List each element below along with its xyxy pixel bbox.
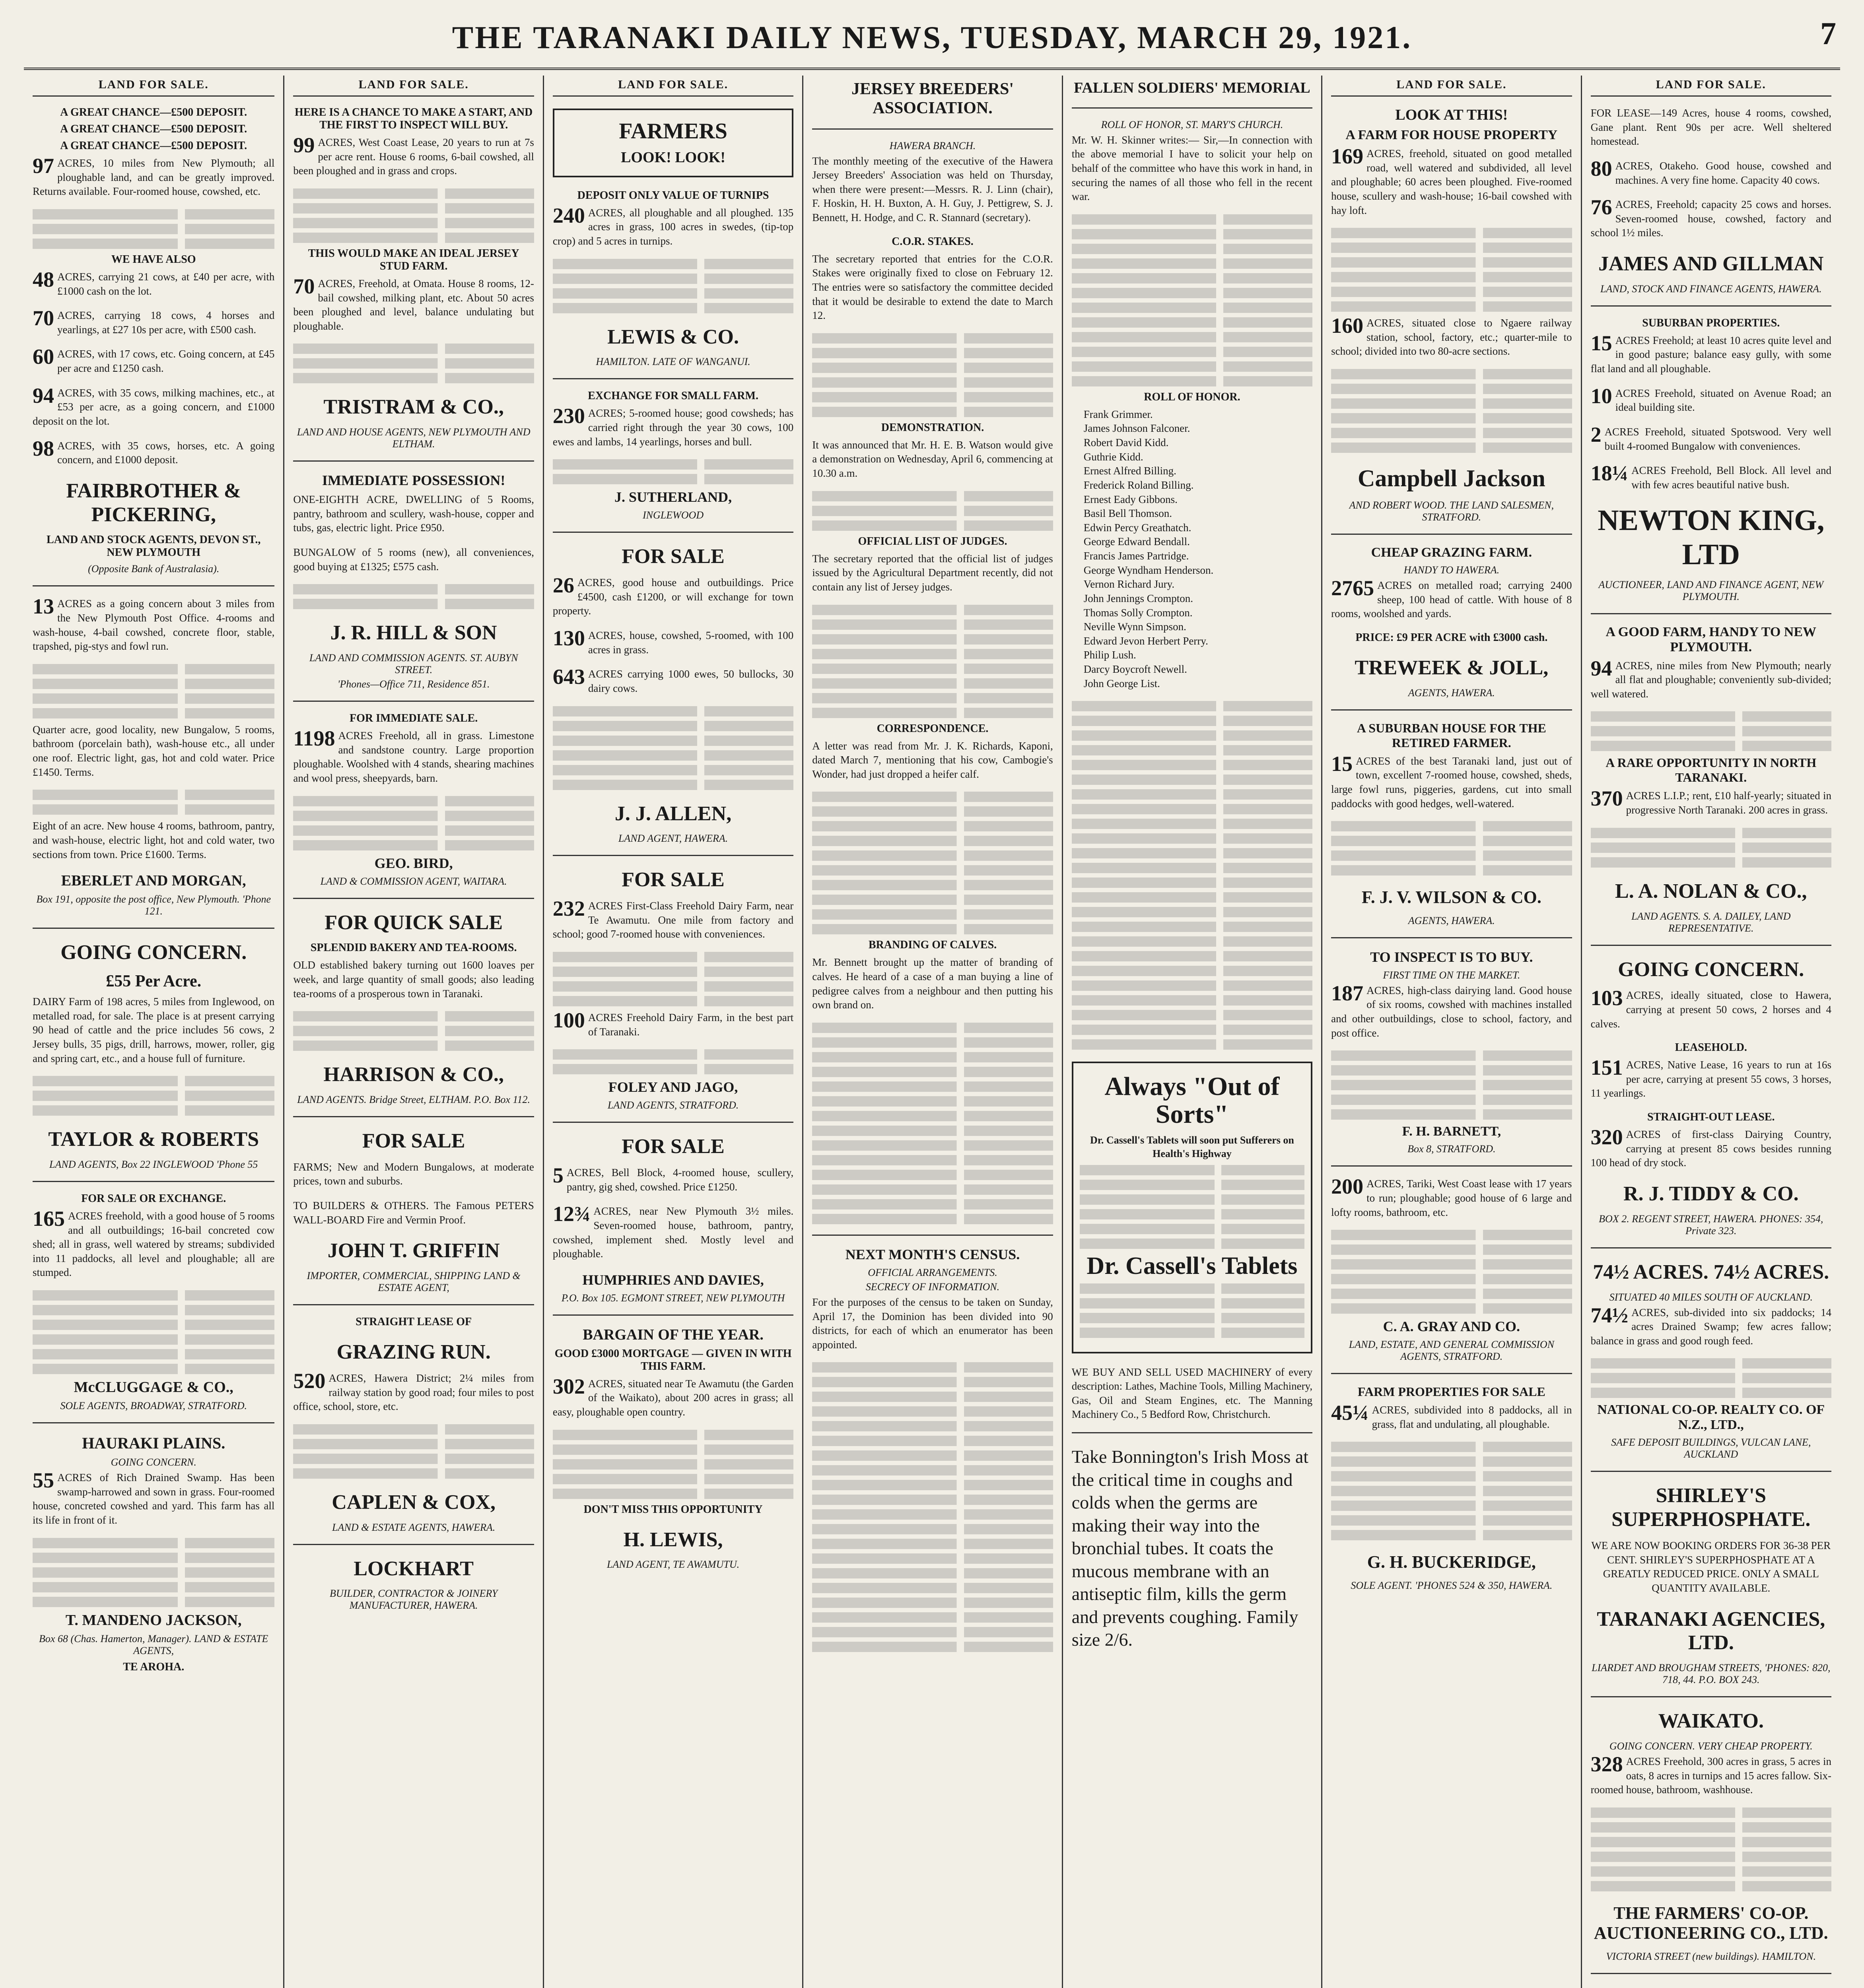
list-item: John George List.: [1083, 677, 1160, 689]
ad-headline: Dr. Cassell's Tablets: [1087, 1252, 1298, 1279]
subheading: STRAIGHT-OUT LEASE.: [1647, 1111, 1775, 1124]
agent-name: LEWIS & CO.: [607, 325, 739, 348]
listing: OLD established bakery turning out 1600 loaves per week, and large quantity of small goods; also leading tea-rooms of a prosperous town in Taranaki.: [293, 959, 534, 1000]
heading: FOR SALE OR EXCHANGE.: [81, 1192, 226, 1205]
column-5: [1062, 76, 1321, 1988]
heading: EXCHANGE FOR SMALL FARM.: [588, 390, 758, 402]
agent-address: LAND AND HOUSE AGENTS, NEW PLYMOUTH AND ELTHAM.: [297, 426, 531, 450]
agent-name: HUMPHRIES AND DAVIES,: [582, 1272, 764, 1288]
agent-address: BUILDER, CONTRACTOR & JOINERY MANUFACTURER, HAWERA.: [329, 1588, 498, 1611]
listing: 98 ACRES, with 35 cows, horses, etc. A going concern, and £1000 deposit.: [33, 436, 275, 466]
article-title: NEXT MONTH'S CENSUS.: [845, 1246, 1020, 1262]
footer-ads: [1591, 1984, 1831, 1988]
agent-name: McCLUGGAGE & CO.,: [74, 1379, 233, 1396]
subheading: LEASEHOLD.: [1675, 1041, 1747, 1054]
article-title: FALLEN SOLDIERS' MEMORIAL: [1074, 80, 1310, 96]
list-item: James Johnson Falconer.: [1083, 422, 1190, 435]
listing: 200 ACRES, Tariki, West Coast lease with 17 years to run; ploughable; good house of 6 large and lofty rooms, bathroom, etc.: [1331, 1175, 1572, 1218]
agent-name: JAMES AND GILLMAN: [1598, 252, 1824, 275]
agent-note: (Opposite Bank of Australasia).: [88, 563, 220, 575]
section-heading: ROLL OF HONOR.: [1144, 390, 1240, 403]
section-heading: CORRESPONDENCE.: [877, 722, 989, 735]
agent-name: JOHN T. GRIFFIN: [327, 1239, 500, 1262]
agent-address: LAND AGENTS, STRATFORD.: [607, 1099, 739, 1111]
listing: 94 ACRES, nine miles from New Plymouth; nearly all flat and ploughable; conveniently sub-divided; well watered.: [1590, 656, 1831, 700]
listing: 232 ACRES First-Class Freehold Dairy Farm, near Te Awamutu. One mile from factory and school; good 7-roomed house with conveniences.: [552, 897, 794, 940]
subheading: LOOK! LOOK!: [621, 149, 725, 166]
paragraph: A letter was read from Mr. J. K. Richards, Kaponi, dated March 7, mentioning that his cow, Cambogie's Wonder, had just dropped a heifer calf.: [812, 740, 1053, 780]
agent-name: J. SUTHERLAND,: [614, 489, 732, 505]
agent-name: TAYLOR & ROBERTS: [48, 1128, 259, 1151]
teaser: A GREAT CHANCE—£500 DEPOSIT.: [60, 123, 247, 135]
listing: 70 ACRES, Freehold, at Omata. House 8 rooms, 12-bail cowshed, milking plant, etc. About 50 acres been ploughed and level, balance undulating but ploughable.: [293, 274, 534, 332]
agent-name: CAPLEN & COX,: [332, 1491, 496, 1514]
agent-name: F. J. V. WILSON & CO.: [1361, 887, 1541, 907]
section-heading: OFFICIAL LIST OF JUDGES.: [858, 535, 1007, 547]
subheading: GOOD £3000 MORTGAGE — GIVEN IN WITH THIS FARM.: [554, 1347, 792, 1373]
price: £55 Per Acre.: [106, 972, 202, 991]
price: PRICE: £9 PER ACRE with £3000 cash.: [1355, 631, 1548, 644]
listing: 70 ACRES, carrying 18 cows, 4 horses and yearlings, at £27 10s per acre, with £500 cash.: [33, 306, 275, 336]
paragraph: For the purposes of the census to be taken on Sunday, April 17, the Dominion has been divided into 90 districts, for each of which an enumerator has been appointed.: [812, 1296, 1053, 1351]
list-item: Edwin Percy Greathatch.: [1083, 521, 1191, 534]
agent-name: EBERLET AND MORGAN,: [61, 872, 246, 889]
agent-address: INGLEWOOD: [643, 509, 704, 521]
list-item: Robert David Kidd.: [1083, 437, 1169, 449]
listing: 76 ACRES, Freehold; capacity 25 cows and horses. Seven-roomed house, cowshed, factory and school 1½ miles.: [1590, 195, 1831, 239]
column-2: [283, 76, 542, 1988]
subheading: HANDY TO HAWERA.: [1403, 564, 1500, 576]
agent-address: LAND AGENT, HAWERA.: [618, 833, 728, 845]
listing: 94 ACRES, with 35 cows, milking machines, etc., at £53 per acre, as a going concern, and £1000 deposit on the lot.: [33, 383, 275, 427]
agent-address: LAND & COMMISSION AGENT, WAITARA.: [320, 875, 507, 887]
listing: DAIRY Farm of 198 acres, 5 miles from Inglewood, on metalled road, for sale. The place is at present carrying 90 head of cattle and the price includes 56 cows, 2 Jersey bulls, 35 pigs, drill, harrows, mower, roller, gig and spring cart, etc., and a house full of furniture.: [33, 996, 275, 1064]
agent-address: LAND AGENTS. Bridge Street, ELTHAM. P.O. Box 112.: [297, 1094, 530, 1106]
agent-address: SAFE DEPOSIT BUILDINGS, VULCAN LANE, AUCKLAND: [1611, 1437, 1811, 1460]
heading: SHIRLEY'S SUPERPHOSPHATE.: [1611, 1484, 1811, 1531]
list-item: Darcy Boycroft Newell.: [1083, 663, 1187, 676]
agent-name: F. H. BARNETT,: [1402, 1124, 1501, 1139]
agent-name: GEO. BIRD,: [374, 855, 453, 871]
agent-name: L. A. NOLAN & CO.,: [1615, 879, 1807, 903]
listing: 5 ACRES, Bell Block, 4-roomed house, scullery, pantry, gig shed, cowshed. Price £1250.: [552, 1163, 794, 1193]
agent-name: TARANAKI AGENCIES, LTD.: [1597, 1607, 1825, 1654]
columns: [24, 76, 1840, 1988]
subheading: GOING CONCERN. VERY CHEAP PROPERTY.: [1609, 1740, 1813, 1752]
ad-box: [1072, 1062, 1312, 1353]
heading: FOR SALE: [622, 868, 725, 891]
agent-address: AGENTS, HAWERA.: [1408, 914, 1495, 926]
listing: 165 ACRES freehold, with a good house of 5 rooms and all outbuildings; 16-bail concreted cow shed; all in grass, well watered by streams; subdivided into 11 paddocks, all level and ploughable; all are stumped.: [33, 1206, 275, 1279]
subheading: DEPOSIT ONLY VALUE OF TURNIPS: [577, 189, 769, 202]
listing: 18¼ ACRES Freehold, Bell Block. All level and with few acres beautiful native bush.: [1590, 461, 1831, 491]
agent-address: IMPORTER, COMMERCIAL, SHIPPING LAND & ESTATE AGENT,: [307, 1270, 521, 1294]
list-item: Thomas Solly Crompton.: [1083, 606, 1193, 619]
listing: BUNGALOW of 5 rooms (new), all conveniences, good buying at £1325; £575 cash.: [293, 546, 534, 573]
agent-name: TRISTRAM & CO.,: [323, 396, 504, 419]
agent-address: LAND AGENT, TE AWAMUTU.: [607, 1559, 740, 1571]
listing: 643 ACRES carrying 1000 ewes, 50 bullocks, 30 dairy cows.: [552, 665, 794, 694]
listing: 100 ACRES Freehold Dairy Farm, in the best part of Taranaki.: [552, 1008, 794, 1038]
listing: 1198 ACRES Freehold, all in grass. Limestone and sandstone country. Large proportion ploughable. Woolshed with 4 stands, shearing machines and wool press, sheepyards, barn.: [293, 726, 534, 784]
list-item: Neville Wynn Simpson.: [1083, 621, 1186, 633]
heading: GOING CONCERN.: [60, 941, 247, 964]
subheading: STRAIGHT LEASE OF: [356, 1316, 472, 1328]
section-heading: DEMONSTRATION.: [881, 421, 984, 434]
list-item: John Jennings Crompton.: [1083, 592, 1193, 604]
column-4: [802, 76, 1061, 1988]
listing: 302 ACRES, situated near Te Awamutu (the Garden of the Waikato), about 200 acres in grass; all easy, ploughable open country.: [552, 1374, 794, 1418]
listing: FOR LEASE—149 Acres, house 4 rooms, cowshed, Gane plant. Rent 90s per acre. Well sheltered homestead.: [1590, 107, 1831, 148]
listing: 13 ACRES as a going concern about 3 miles from the New Plymouth Post Office. 4-rooms and wash-house, 4-bail cowshed, concrete floor, stable, trapshed, pig-stys and fowl run.: [33, 594, 275, 652]
list-item: Frank Grimmer.: [1083, 408, 1153, 420]
list-item: George Edward Bendall.: [1083, 536, 1190, 548]
paragraph: Mr. W. H. Skinner writes:— Sir,—In connection with the above memorial I have to solicit your help on behalf of the committee who have this work in hand, in securing the names of all those who fell in the recent war.: [1071, 134, 1313, 203]
agent-name: G. H. BUCKERIDGE,: [1367, 1552, 1536, 1572]
listing: 99 ACRES, West Coast Lease, 20 years to run at 7s per acre rent. House 6 rooms, 6-bail cowshed, all been ploughed and in grass and crops.: [293, 133, 534, 177]
agent-name: R. J. TIDDY & CO.: [1623, 1182, 1799, 1205]
listing: 130 ACRES, house, cowshed, 5-roomed, with 100 acres in grass.: [552, 626, 794, 656]
listing: 80 ACRES, Otakeho. Good house, cowshed and machines. A very fine home. Capacity 40 cows.: [1590, 156, 1831, 186]
listing: 97 ACRES, 10 miles from New Plymouth; all ploughable land, and can be greatly improved. Returns available. Four-roomed house, cowshed, etc.: [33, 154, 275, 198]
agent-address: AUCTIONEER, LAND AND FINANCE AGENT, NEW PLYMOUTH.: [1598, 579, 1824, 602]
listing: 15 ACRES of the best Taranaki land, just out of town, excellent 7-roomed house, cowshed, sheds, large fowl runs, piggeries, gardens, cut into small paddocks with good hedges, well-watered.: [1331, 751, 1572, 810]
agent-address: LAND AND STOCK AGENTS, DEVON ST., NEW PLYMOUTH: [47, 534, 261, 559]
heading: GOING CONCERN.: [1618, 958, 1804, 981]
list-item: Ernest Alfred Billing.: [1083, 465, 1176, 477]
listing: 26 ACRES, good house and outbuildings. Price £4500, cash £1200, or will exchange for town property.: [552, 573, 794, 617]
listing: 10 ACRES Freehold, situated on Avenue Road; an ideal building site.: [1590, 384, 1831, 414]
list-item: Edward Jevon Herbert Perry.: [1083, 635, 1208, 647]
advert: WE BUY AND SELL USED MACHINERY of every description: Lathes, Machine Tools, Milling Machinery, Gas, Oil and Steam Engines, etc. The Manning Machinery Co., 5 Bedford Row, Christchurch.: [1071, 1366, 1313, 1421]
heading: A RARE OPPORTUNITY IN NORTH TARANAKI.: [1605, 755, 1817, 785]
listing: 151 ACRES, Native Lease, 16 years to run at 16s per acre, carrying at present 55 cows, 3 horses, 11 yearlings.: [1590, 1056, 1831, 1099]
agent-address: LAND & ESTATE AGENTS, HAWERA.: [332, 1521, 496, 1533]
agent-name: TREWEEK & JOLL,: [1355, 656, 1549, 679]
agent-name: H. LEWIS,: [623, 1528, 723, 1551]
listing: 187 ACRES, high-class dairying land. Good house of six rooms, cowshed with machines installed and other outbuildings, close to school, factory, and post office.: [1331, 981, 1572, 1039]
listing: Quarter acre, good locality, new Bungalow, 5 rooms, bathroom (porcelain bath), wash-house etc., all under one roof. Electric light, gas, hot and cold water. Price £1450. Terms.: [33, 723, 275, 778]
teaser: A GREAT CHANCE—£500 DEPOSIT.: [60, 140, 247, 152]
column-3: [543, 76, 802, 1988]
list-item: George Wyndham Henderson.: [1083, 564, 1214, 576]
listing: 169 ACRES, freehold, situated on good metalled road, well watered and subdivided, all level and ploughable; 60 acres been ploughed. Five-roomed house, scullery and wash-house; 16-bail cowshed with hay loft.: [1331, 144, 1572, 216]
heading: IMMEDIATE POSSESSION!: [322, 472, 505, 489]
paragraph: The secretary reported that the official list of judges issued by the Agricultural Department recently, did not contain any list of Jersey judges.: [812, 552, 1053, 593]
listing: 45¼ ACRES, subdivided into 8 paddocks, all in grass, flat and undulating, all ploughable.: [1331, 1401, 1572, 1430]
agent-address: SOLE AGENTS, BROADWAY, STRATFORD.: [60, 1400, 247, 1412]
section-heading: C.O.R. STAKES.: [892, 235, 974, 248]
heading: LOOK AT THIS!: [1395, 107, 1508, 123]
subheading: WE HAVE ALSO: [111, 253, 196, 266]
agent-address: VICTORIA STREET (new buildings). HAMILTON.: [1606, 1950, 1816, 1962]
agent-address: LAND AGENTS. S. A. DAILEY, LAND REPRESENTATIVE.: [1631, 910, 1791, 934]
list-item: Guthrie Kidd.: [1083, 450, 1143, 463]
listing: 55 ACRES of Rich Drained Swamp. Has been swamp-harrowed and sown in grass. Four-roomed house, concreted cowshed and yard. This farm has all its life in front of it.: [33, 1468, 275, 1526]
listing: 15 ACRES Freehold; at least 10 acres quite level and in good pasture; balance easy gully, with some flat land and all ploughable.: [1590, 331, 1831, 375]
article-subtitle: HAWERA BRANCH.: [889, 140, 976, 151]
agent-address: AND ROBERT WOOD. THE LAND SALESMEN, STRATFORD.: [1349, 499, 1554, 523]
heading: A SUBURBAN HOUSE FOR THE RETIRED FARMER.: [1357, 720, 1546, 750]
heading: WAIKATO.: [1658, 1710, 1764, 1733]
listing: 328 ACRES Freehold, 300 acres in grass, 5 acres in oats, 8 acres in turnips and 15 acres fallow. Six-roomed house, bathroom, washhouse.: [1590, 1752, 1831, 1796]
heading: BARGAIN OF THE YEAR.: [583, 1326, 764, 1343]
listing: 103 ACRES, ideally situated, close to Hawera, carrying at present 50 cows, 2 horses and 4 calves.: [1590, 986, 1831, 1030]
listing: 520 ACRES, Hawera District; 2¼ miles from railway station by good road; four miles to post office, school, store, etc.: [293, 1369, 534, 1413]
agent-address: BOX 2. REGENT STREET, HAWERA. PHONES: 354, Private 323.: [1599, 1213, 1823, 1237]
listing: 320 ACRES of first-class Dairying Country, carrying at present 85 cows besides running 100 head of dry stock.: [1590, 1125, 1831, 1169]
footer-ad-left: [1591, 1984, 1707, 1988]
honor-roll: [1084, 408, 1312, 691]
column-6: [1321, 76, 1580, 1988]
listing: 48 ACRES, carrying 21 cows, at £40 per acre, with £1000 cash on the lot.: [33, 267, 275, 297]
agent-name: NATIONAL CO-OP. REALTY CO. OF N.Z., LTD.,: [1597, 1402, 1825, 1433]
listing: Eight of an acre. New house 4 rooms, bathroom, pantry, and wash-house, electric light, hot and cold water, two sections from town. Price £1600. Terms.: [33, 820, 275, 860]
paragraph: Mr. Bennett brought up the matter of branding of calves. He heard of a case of a man buying a line of pedigree calves from a neighbour and then putting his own brand on.: [812, 956, 1053, 1011]
listing: 240 ACRES, all ploughable and all ploughed. 135 acres in grass, 100 acres in swedes, (tip-top crop) and 5 acres in turnips.: [552, 203, 794, 247]
advert: Take Bonnington's Irish Moss at the critical time in coughs and colds when the germs are making their way into the bronchial tubes. It coats the mucous membrane with an antiseptic film, kills the germ and prevents coughing. Family size 2/6.: [1071, 1446, 1309, 1650]
listing: 2 ACRES Freehold, situated Spotswood. Very well built 4-roomed Bungalow with conveniences.: [1590, 422, 1831, 452]
heading: A FARM FOR HOUSE PROPERTY: [1345, 128, 1558, 142]
list-item: Basil Bell Thomson.: [1083, 507, 1172, 520]
ad-text: Dr. Cassell's Tablets will soon put Sufferers on Health's Highway: [1090, 1134, 1294, 1159]
agent-name: FAIRBROTHER & PICKERING,: [66, 479, 241, 526]
agent-phone: 'Phones—Office 711, Residence 851.: [337, 678, 490, 690]
intro: HERE IS A CHANCE TO MAKE A START, AND THE FIRST TO INSPECT WILL BUY.: [294, 106, 533, 131]
agent-address: Box 191, opposite the post office, New Plymouth. 'Phone 121.: [36, 893, 271, 917]
heading: 74½ ACRES. 74½ ACRES.: [1593, 1260, 1829, 1283]
heading: FOR SALE: [622, 1135, 725, 1158]
subheading: DON'T MISS THIS OPPORTUNITY: [583, 1503, 763, 1516]
section-heading: SECRECY OF INFORMATION.: [865, 1281, 1000, 1293]
heading: FARM PROPERTIES FOR SALE: [1357, 1384, 1545, 1399]
agent-address: LAND, STOCK AND FINANCE AGENTS, HAWERA.: [1600, 283, 1822, 295]
listing: 12¾ ACRES, near New Plymouth 3½ miles. Seven-roomed house, bathroom, pantry, cowshed, implement shed. Mostly level and ploughable.: [552, 1202, 794, 1260]
column-header: LAND FOR SALE.: [33, 76, 274, 97]
agent-name: T. MANDENO JACKSON,: [65, 1611, 242, 1629]
ad-headline: Always "Out of Sorts": [1104, 1072, 1280, 1129]
list-item: Vernon Richard Jury.: [1083, 578, 1175, 590]
subheading: SPLENDID BAKERY AND TEA-ROOMS.: [310, 942, 517, 954]
listing: FARMS; New and Modern Bungalows, at moderate prices, town and suburbs.: [293, 1161, 534, 1187]
subheading: SITUATED 40 MILES SOUTH OF AUCKLAND.: [1609, 1291, 1813, 1303]
agent-name: J. J. ALLEN,: [614, 802, 732, 825]
subheading: THIS WOULD MAKE AN IDEAL JERSEY STUD FARM.: [308, 247, 519, 272]
column-header: LAND FOR SALE.: [293, 76, 534, 97]
column-7: [1581, 76, 1840, 1988]
teaser: A GREAT CHANCE—£500 DEPOSIT.: [60, 106, 247, 118]
agent-address: LAND AGENTS, Box 22 INGLEWOOD 'Phone 55: [49, 1158, 258, 1170]
subheading: GOING CONCERN.: [111, 1456, 196, 1468]
agent-address: Box 68 (Chas. Hamerton, Manager). LAND & ESTATE AGENTS,: [39, 1633, 268, 1656]
listing: 60 ACRES, with 17 cows, etc. Going concern, at £45 per acre and £1250 cash.: [33, 345, 275, 374]
agent-name: J. R. HILL & SON: [330, 621, 497, 645]
list-item: Ernest Eady Gibbons.: [1083, 493, 1178, 505]
heading: FOR SALE: [622, 545, 725, 568]
agent-name: C. A. GRAY AND CO.: [1383, 1318, 1520, 1335]
agent-address: HAMILTON. LATE OF WANGANUI.: [596, 356, 750, 368]
heading: CHEAP GRAZING FARM.: [1371, 545, 1532, 560]
article-subtitle: ROLL OF HONOR, ST. MARY'S CHURCH.: [1101, 118, 1283, 130]
advert: WE ARE NOW BOOKING ORDERS FOR 36-38 PER CENT. SHIRLEY'S SUPERPHOSPHATE AT A GREATLY REDUCED PRICE. ONLY A SMALL QUANTITY AVAILABLE.: [1591, 1540, 1831, 1594]
column-header: LAND FOR SALE.: [1591, 76, 1831, 97]
agent-address: LIARDET AND BROUGHAM STREETS, 'PHONES: 820, 718, 44. P.O. BOX 243.: [1592, 1662, 1831, 1686]
list-item: Philip Lush.: [1083, 649, 1136, 661]
agent-name: THE FARMERS' CO-OP. AUCTIONEERING CO., LTD.: [1594, 1903, 1828, 1943]
agent-name: FOLEY AND JAGO,: [608, 1079, 738, 1095]
masthead: [24, 8, 1840, 70]
listing: ONE-EIGHTH ACRE, DWELLING of 5 Rooms, pantry, bathroom and scullery, wash-house, copper and tubs, gas, electric light. Price £950.: [293, 493, 534, 534]
heading: GRAZING RUN.: [336, 1341, 491, 1364]
listing: 230 ACRES; 5-roomed house; good cowsheds; has carried right through the year 30 cows, 100 ewes and lambs, 14 yearlings, horses and bull.: [552, 404, 794, 448]
heading: HAURAKI PLAINS.: [82, 1434, 225, 1452]
listing: TO BUILDERS & OTHERS. The Famous PETERS WALL-BOARD Fire and Vermin Proof.: [293, 1200, 534, 1226]
listing: 74½ ACRES, sub-divided into six paddocks; 14 acres Drained Swamp; few acres fallow; balance in grass and good rough feed.: [1590, 1303, 1831, 1347]
agent-name: NEWTON KING, LTD: [1598, 504, 1825, 571]
agent-name: LOCKHART: [354, 1557, 474, 1580]
listing: 2765 ACRES on metalled road; carrying 2400 sheep, 100 head of cattle. With house of 8 rooms, woolshed and yards.: [1331, 576, 1572, 620]
agent-address: AGENTS, HAWERA.: [1408, 687, 1495, 699]
column-header: LAND FOR SALE.: [553, 76, 793, 97]
paragraph: It was announced that Mr. H. E. B. Watson would give a demonstration on Wednesday, April 6, commencing at 10.30 a.m.: [812, 439, 1053, 480]
listing: 370 ACRES L.I.P.; rent, £10 half-yearly; situated in progressive North Taranaki. 200 acres in grass.: [1590, 786, 1831, 816]
heading: A GOOD FARM, HANDY TO NEW PLYMOUTH.: [1605, 624, 1817, 654]
heading: FOR IMMEDIATE SALE.: [349, 712, 478, 725]
subheading: FIRST TIME ON THE MARKET.: [1383, 969, 1520, 981]
heading: FARMERS: [619, 119, 727, 144]
agent-address: P.O. Box 105. EGMONT STREET, NEW PLYMOUTH: [561, 1292, 785, 1304]
column-header: LAND FOR SALE.: [1331, 76, 1572, 97]
heading: TO INSPECT IS TO BUY.: [1370, 949, 1533, 965]
agent-address: LAND, ESTATE, AND GENERAL COMMISSION AGENTS, STRATFORD.: [1349, 1339, 1554, 1363]
paragraph: The monthly meeting of the executive of the Hawera Jersey Breeders' Association was held on Thursday, when there were present:—Messrs. R. J. Linn (chair), F. Hoskin, H. H. Buxton, A. H. Guy, J. Pettigrew, S. J. Bennett, H. Hodge, and C. R. Stannard (secretary).: [812, 155, 1053, 224]
footer-ad-right: [1715, 1984, 1831, 1988]
ad-box: [553, 109, 793, 177]
agent-name: Campbell Jackson: [1357, 465, 1545, 491]
heading: SUBURBAN PROPERTIES.: [1642, 316, 1780, 329]
agent-address: LAND AND COMMISSION AGENTS. ST. AUBYN STREET.: [309, 652, 518, 676]
list-item: Frederick Roland Billing.: [1083, 479, 1194, 491]
list-item: Francis James Partridge.: [1083, 550, 1189, 562]
agent-address: Box 8, STRATFORD.: [1407, 1143, 1496, 1155]
paragraph: The secretary reported that entries for the C.O.R. Stakes were originally fixed to close on February 12. The entries were so satisfactory the committee decided that it would be desirable to extend the date to March 12.: [812, 252, 1053, 322]
section-heading: BRANDING OF CALVES.: [868, 939, 997, 951]
article-subtitle: OFFICIAL ARRANGEMENTS.: [868, 1266, 997, 1278]
listing: 160 ACRES, situated close to Ngaere railway station, school, factory, etc.; quarter-mile to school; divided into two 80-acre sections.: [1331, 314, 1572, 357]
agent-address: SOLE AGENT. 'PHONES 524 & 350, HAWERA.: [1351, 1579, 1553, 1591]
masthead-title: THE TARANAKI DAILY NEWS, TUESDAY, MARCH 29, 1921.: [452, 20, 1412, 55]
agent-town: TE AROHA.: [123, 1660, 185, 1673]
heading: FOR SALE: [362, 1130, 465, 1153]
heading: FOR QUICK SALE: [325, 911, 503, 934]
article-title: JERSEY BREEDERS' ASSOCIATION.: [851, 80, 1014, 118]
column-1: [24, 76, 283, 1988]
page-number: 7: [1820, 16, 1836, 51]
agent-name: HARRISON & CO.,: [323, 1063, 504, 1086]
